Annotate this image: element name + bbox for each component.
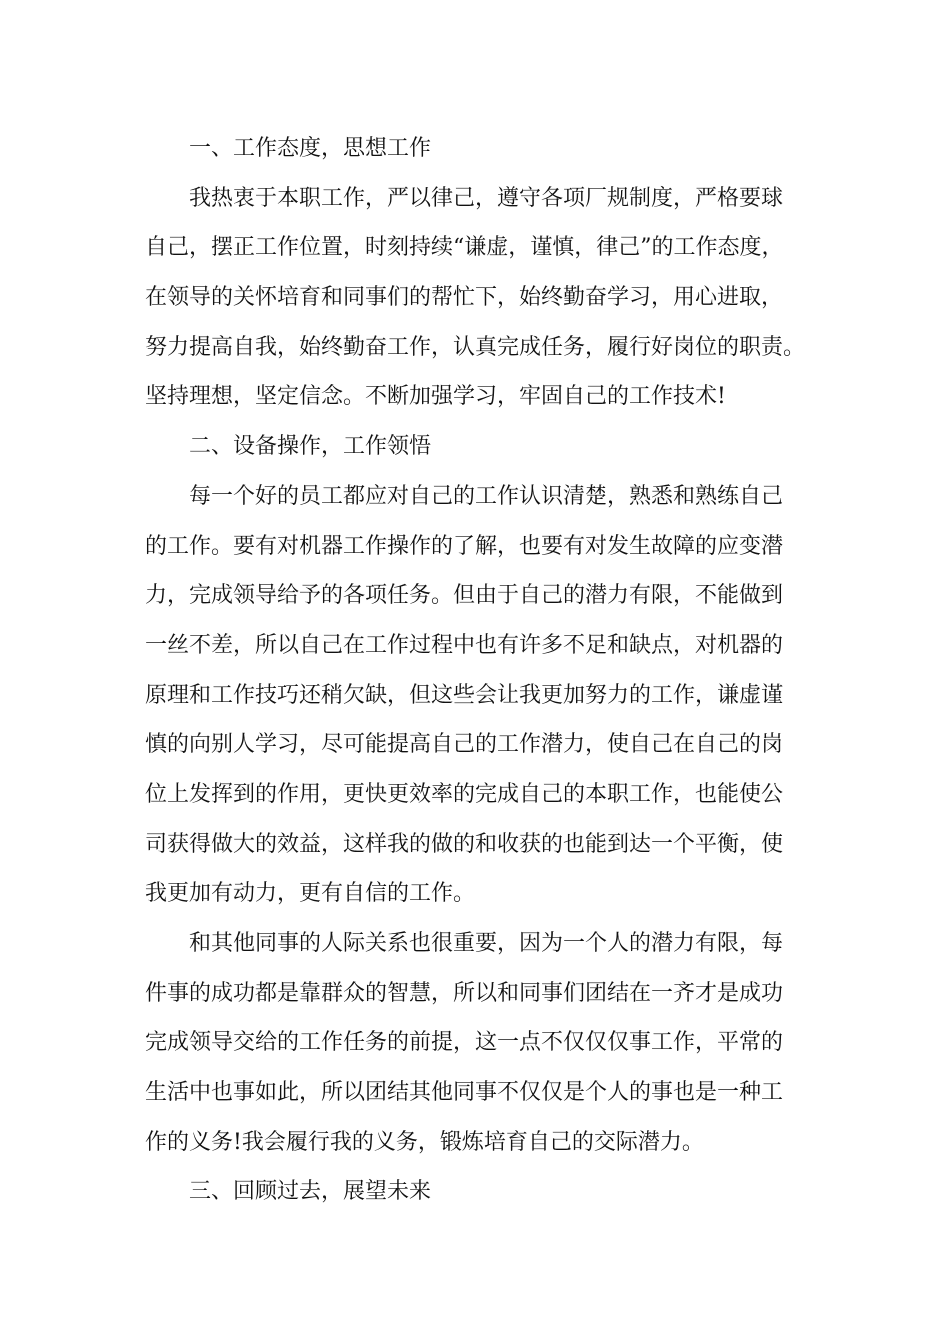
- paragraph-equipment-operation: [145, 472, 825, 919]
- section-heading-1: 一、工作态度，思想工作: [189, 136, 432, 161]
- paragraph-line: 慎的向别人学习，尽可能提高自己的工作潜力，使自己在自己的岗: [145, 732, 784, 758]
- paragraph-line: 坚持理想，坚定信念。不断加强学习，牢固自己的工作技术!: [145, 384, 726, 410]
- paragraph-line: 每一个好的员工都应对自己的工作认识清楚，熟悉和熟练自己: [189, 483, 784, 509]
- paragraph-line: 作的义务!我会履行我的义务，锻炼培育自己的交际潜力。: [145, 1129, 704, 1155]
- paragraph-line: 我更加有动力，更有自信的工作。: [145, 881, 476, 907]
- paragraph-line: 自己，摆正工作位置，时刻持续“谦虚，谨慎，律己”的工作态度，: [145, 235, 784, 261]
- paragraph-line: 司获得做大的效益，这样我的做的和收获的也能到达一个平衡，使: [145, 831, 784, 857]
- paragraph-colleague-relations: [145, 919, 825, 1167]
- section-heading-2: 二、设备操作，工作领悟: [189, 434, 432, 460]
- paragraph-line: 努力提高自我，始终勤奋工作，认真完成任务，履行好岗位的职责。: [145, 334, 806, 360]
- paragraph-line: 我热衷于本职工作，严以律己，遵守各项厂规制度，严格要球: [189, 185, 784, 211]
- paragraph-line: 件事的成功都是靠群众的智慧，所以和同事们团结在一齐才是成功: [145, 980, 784, 1006]
- paragraph-line: 原理和工作技巧还稍欠缺，但这些会让我更加努力的工作，谦虚谨: [145, 682, 784, 708]
- paragraph-line: 完成领导交给的工作任务的前提，这一点不仅仅仅事工作，平常的: [145, 1030, 784, 1056]
- paragraph-line: 生活中也事如此，所以团结其他同事不仅仅是个人的事也是一种工: [145, 1080, 784, 1106]
- paragraph-line: 一丝不差，所以自己在工作过程中也有许多不足和缺点，对机器的: [145, 632, 784, 658]
- paragraph-line: 的工作。要有对机器工作操作的了解，也要有对发生故障的应变潜: [145, 533, 784, 559]
- paragraph-line: 和其他同事的人际关系也很重要，因为一个人的潜力有限，每: [189, 931, 784, 956]
- paragraph-work-attitude: [145, 174, 825, 422]
- section-heading-3: 三、回顾过去，展望未来: [189, 1179, 432, 1205]
- paragraph-line: 位上发挥到的作用，更快更效率的完成自己的本职工作，也能使公: [145, 781, 784, 807]
- paragraph-line: 在领导的关怀培育和同事们的帮忙下，始终勤奋学习，用心进取，: [145, 285, 784, 311]
- document-body: [145, 124, 825, 1217]
- paragraph-line: 力，完成领导给予的各项任务。但由于自己的潜力有限，不能做到: [145, 583, 784, 609]
